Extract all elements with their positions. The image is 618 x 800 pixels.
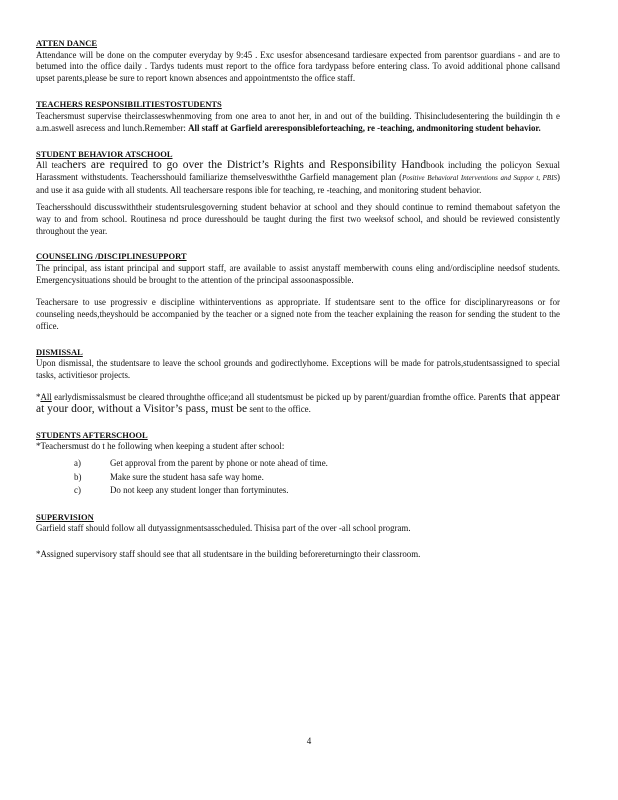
document-page	[36, 38, 560, 561]
student-behavior-paragraph-1	[36, 160, 560, 197]
list-item	[36, 457, 560, 471]
list-item-letter: a)	[74, 458, 81, 469]
student-behavior-lead-big: chers are required to go over the District’s Rights and Responsibility Hand	[61, 159, 427, 172]
student-behavior-heading: STUDENT BEHAVIOR ATSCHOOL	[36, 148, 173, 159]
after-school-section	[36, 430, 560, 498]
student-behavior-section	[36, 149, 560, 238]
student-behavior-rest-a: book including the policyon Sexual Harassment withstudents. Teachersshould familiarize themselveswiththe Garfield management plan (	[36, 160, 560, 182]
pbis-italic: Positive Behavioral Interventions and Suppor t, PBIS	[402, 173, 558, 182]
page-number: 4	[306, 736, 312, 746]
teachers-responsibilities-paragraph	[36, 111, 560, 135]
after-school-list	[36, 457, 560, 498]
attendance-paragraph: Attendance will be done on the computer everyday by 9:45 . Exc usesfor absencesand tardiesare expected from parentsor guardians - and are to betumed into the office daily . Tardys tudents must report to the office fora tardypass before entering class. To avoid additional phone callsand upset parents,please be sure to report known absences and appointmentsto the office staff.	[36, 49, 560, 84]
list-item-text: Do not keep any student longer than fortyminutes.	[110, 485, 289, 496]
counseling-paragraph-1: The principal, ass istant principal and support staff, are available to assist anystaff memberwith couns eling and/ordiscipline needsof students. Emergencysituations should be brought to the attention of the principal assoonaspossible.	[36, 262, 560, 285]
counseling-paragraph-2: Teachersare to use progressiv e discipline withinterventions as appropriate. If studentsare sent to the office for disciplinaryreasons or for counseling needs,theyshould be accompanied by the teacher or a signed note from the teacher explaining the reason for sending the student to the office.	[36, 296, 560, 331]
dismissal-text-a: earlydismissalsmust be cleared throughthe office;and all studentsmust be picked up by parent/guardian fromthe office. Paren	[51, 391, 499, 402]
dismissal-visitor-pass-text: ts that appear at your door, without a Visitor’s pass, must be	[36, 390, 560, 415]
supervision-section	[36, 512, 560, 561]
dismissal-text-b: sent to the office.	[247, 403, 311, 414]
teachers-responsibilities-text: Teachersmust supervise theirclasseswhenmoving from one area to anot her, in and out of the building. Thisincludesentering the buildingin th e a.m.aswell asrecess and lunch.Remember:	[36, 110, 560, 133]
dismissal-heading: DISMISSAL	[36, 346, 83, 357]
after-school-intro: *Teachersmust do t he following when keeping a student after school:	[36, 441, 285, 452]
teachers-responsibilities-bold-line: All staff at Garfield areresponsibleforteaching, re -teaching, andmonitoring student behavior.	[188, 122, 541, 133]
supervision-heading: SUPERVISION	[36, 511, 94, 522]
list-item-letter: c)	[74, 485, 81, 496]
teachers-responsibilities-section	[36, 99, 560, 134]
list-item-text: Make sure the student hasa safe way home.	[110, 471, 264, 482]
list-item-letter: b)	[74, 471, 82, 482]
teachers-responsibilities-heading: TEACHERS RESPONSIBILITIESTOSTUDENTS	[36, 99, 222, 110]
list-item	[36, 484, 560, 498]
dismissal-paragraph-1: Upon dismissal, the studentsare to leave the school grounds and godirectlyhome. Exceptions will be made for patrols,studentsassigned to special tasks, activitiesor projects.	[36, 358, 560, 380]
attendance-section	[36, 38, 560, 85]
dismissal-paragraph-2	[36, 392, 560, 416]
counseling-section	[36, 251, 560, 332]
list-item-text: Get approval from the parent by phone or note ahead of time.	[110, 458, 328, 469]
dismissal-all-underlined: All	[40, 391, 52, 402]
counseling-heading: COUNSELING /DISCIPLINESUPPORT	[36, 251, 187, 262]
list-item	[36, 471, 560, 485]
supervision-paragraph-1: Garfield staff should follow all dutyassignmentsasscheduled. Thisisa part of the over -all school program.	[36, 523, 411, 534]
student-behavior-lead-small: All tea	[36, 160, 62, 171]
supervision-paragraph-2: *Assigned supervisory staff should see that all studentsare in the building beforereturningto their classroom.	[36, 548, 421, 559]
attendance-heading: ATTEN DANCE	[36, 38, 98, 48]
student-behavior-rest-b: ) and use it asa guide with all students. All teachersare respons ible for teaching, re -teaching, and monitoring student behavior.	[36, 171, 561, 195]
student-behavior-paragraph-2: Teachersshould discusswiththeir studentsrulesgoverning student behavior at school and they should continue to remind themabout safetyon the way to and from school. Routinesa nd proce duresshould be taught during the first two weeksof school, and should be reviewed consistently throughout the year.	[36, 201, 560, 236]
after-school-heading: STUDENTS AFTERSCHOOL	[36, 429, 148, 440]
dismissal-star: *	[36, 391, 41, 402]
dismissal-section	[36, 347, 560, 416]
